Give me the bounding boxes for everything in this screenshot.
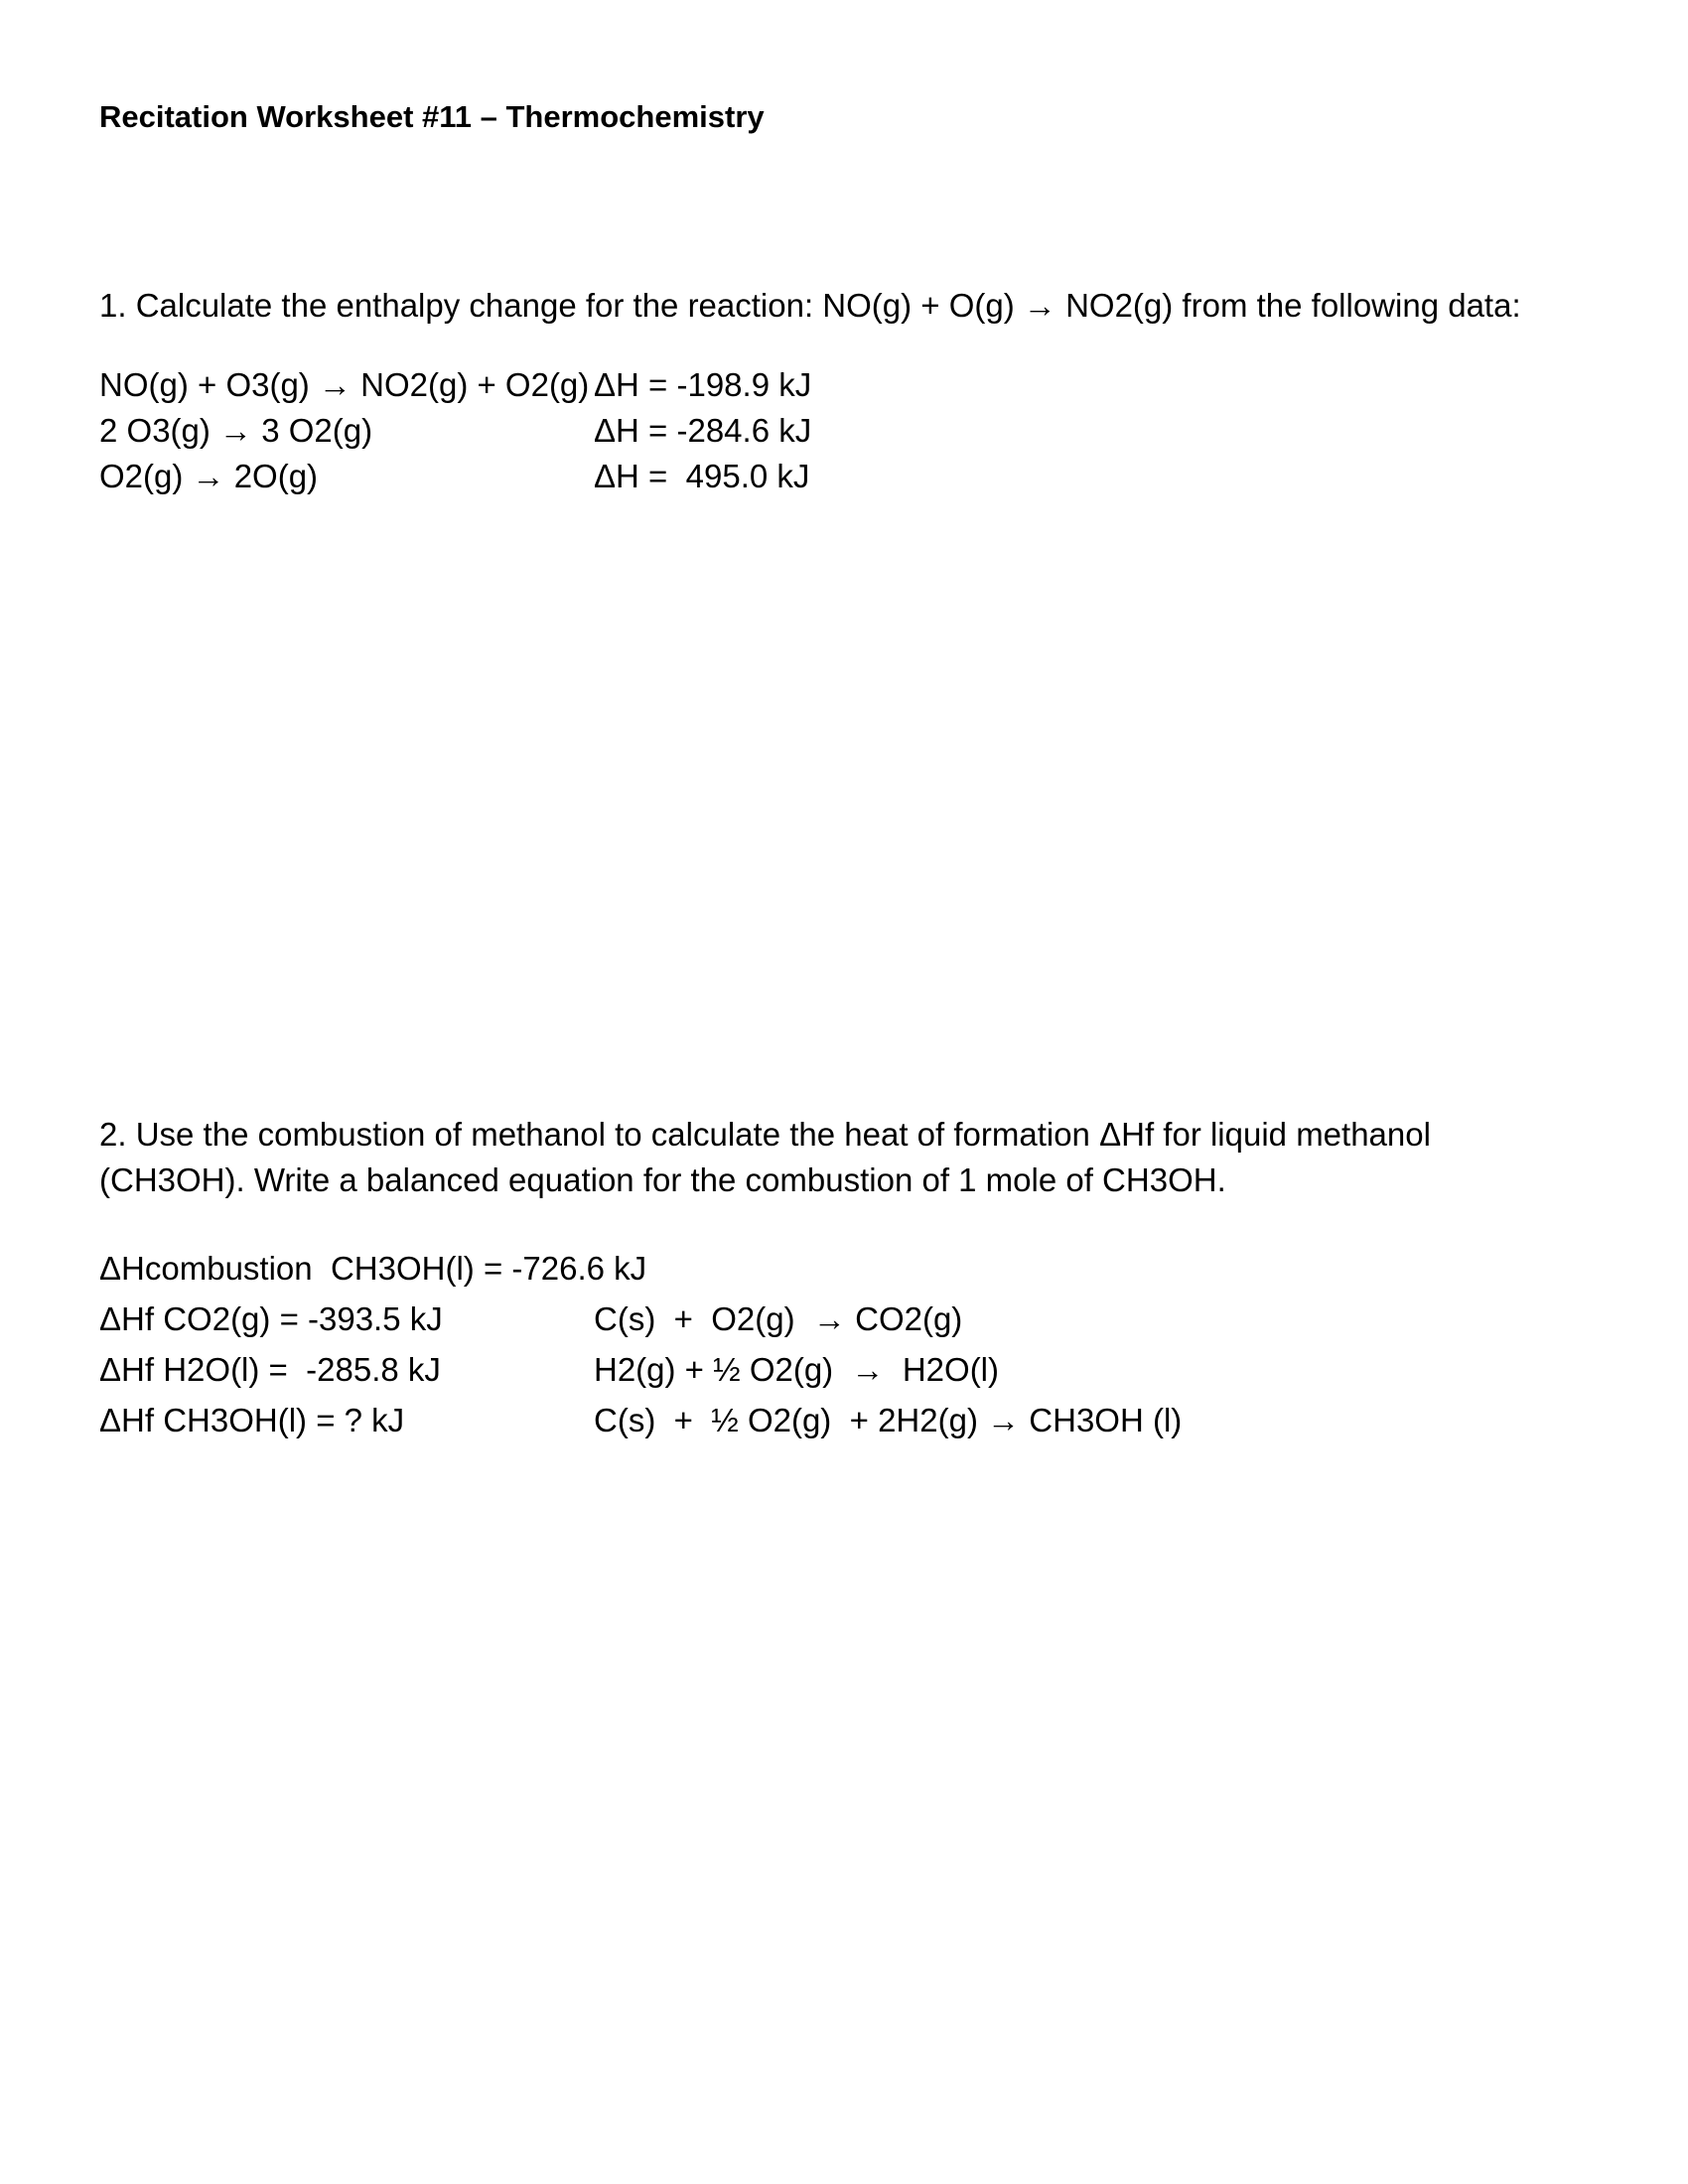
question-2-prompt-line-2: (CH3OH). Write a balanced equation for the combustion of 1 mole of CH3OH. <box>99 1161 1226 1198</box>
q2-data-1-formation-equation: C(s) + O2(g) → CO2(g) <box>594 1300 963 1337</box>
q1-reaction-3-equation: O2(g) → 2O(g) <box>99 458 319 494</box>
q2-combustion-enthalpy: ΔHcombustion CH3OH(l) = -726.6 kJ <box>99 1250 647 1287</box>
question-1-prompt: 1. Calculate the enthalpy change for the reaction: NO(g) + O(g) → NO2(g) from the following data: <box>99 287 1521 324</box>
page-title: Recitation Worksheet #11 – Thermochemistry <box>99 99 765 134</box>
q1-reaction-2-enthalpy: ΔH = -284.6 kJ <box>594 412 812 449</box>
q2-data-3-formation-enthalpy: ΔHf CH3OH(l) = ? kJ <box>99 1402 405 1438</box>
q2-data-1-formation-enthalpy: ΔHf CO2(g) = -393.5 kJ <box>99 1300 443 1337</box>
q2-data-3-formation-equation: C(s) + ½ O2(g) + 2H2(g) → CH3OH (l) <box>594 1402 1183 1438</box>
q1-reaction-1-equation: NO(g) + O3(g) → NO2(g) + O2(g) <box>99 366 590 403</box>
q1-reaction-3-enthalpy: ΔH = 495.0 kJ <box>594 458 810 494</box>
question-2-prompt-line-1: 2. Use the combustion of methanol to calculate the heat of formation ΔHf for liquid methanol <box>99 1116 1431 1153</box>
q1-reaction-2-equation: 2 O3(g) → 3 O2(g) <box>99 412 373 449</box>
q1-reaction-1-enthalpy: ΔH = -198.9 kJ <box>594 366 812 403</box>
q2-data-2-formation-equation: H2(g) + ½ O2(g) → H2O(l) <box>594 1351 1000 1388</box>
q2-data-2-formation-enthalpy: ΔHf H2O(l) = -285.8 kJ <box>99 1351 441 1388</box>
